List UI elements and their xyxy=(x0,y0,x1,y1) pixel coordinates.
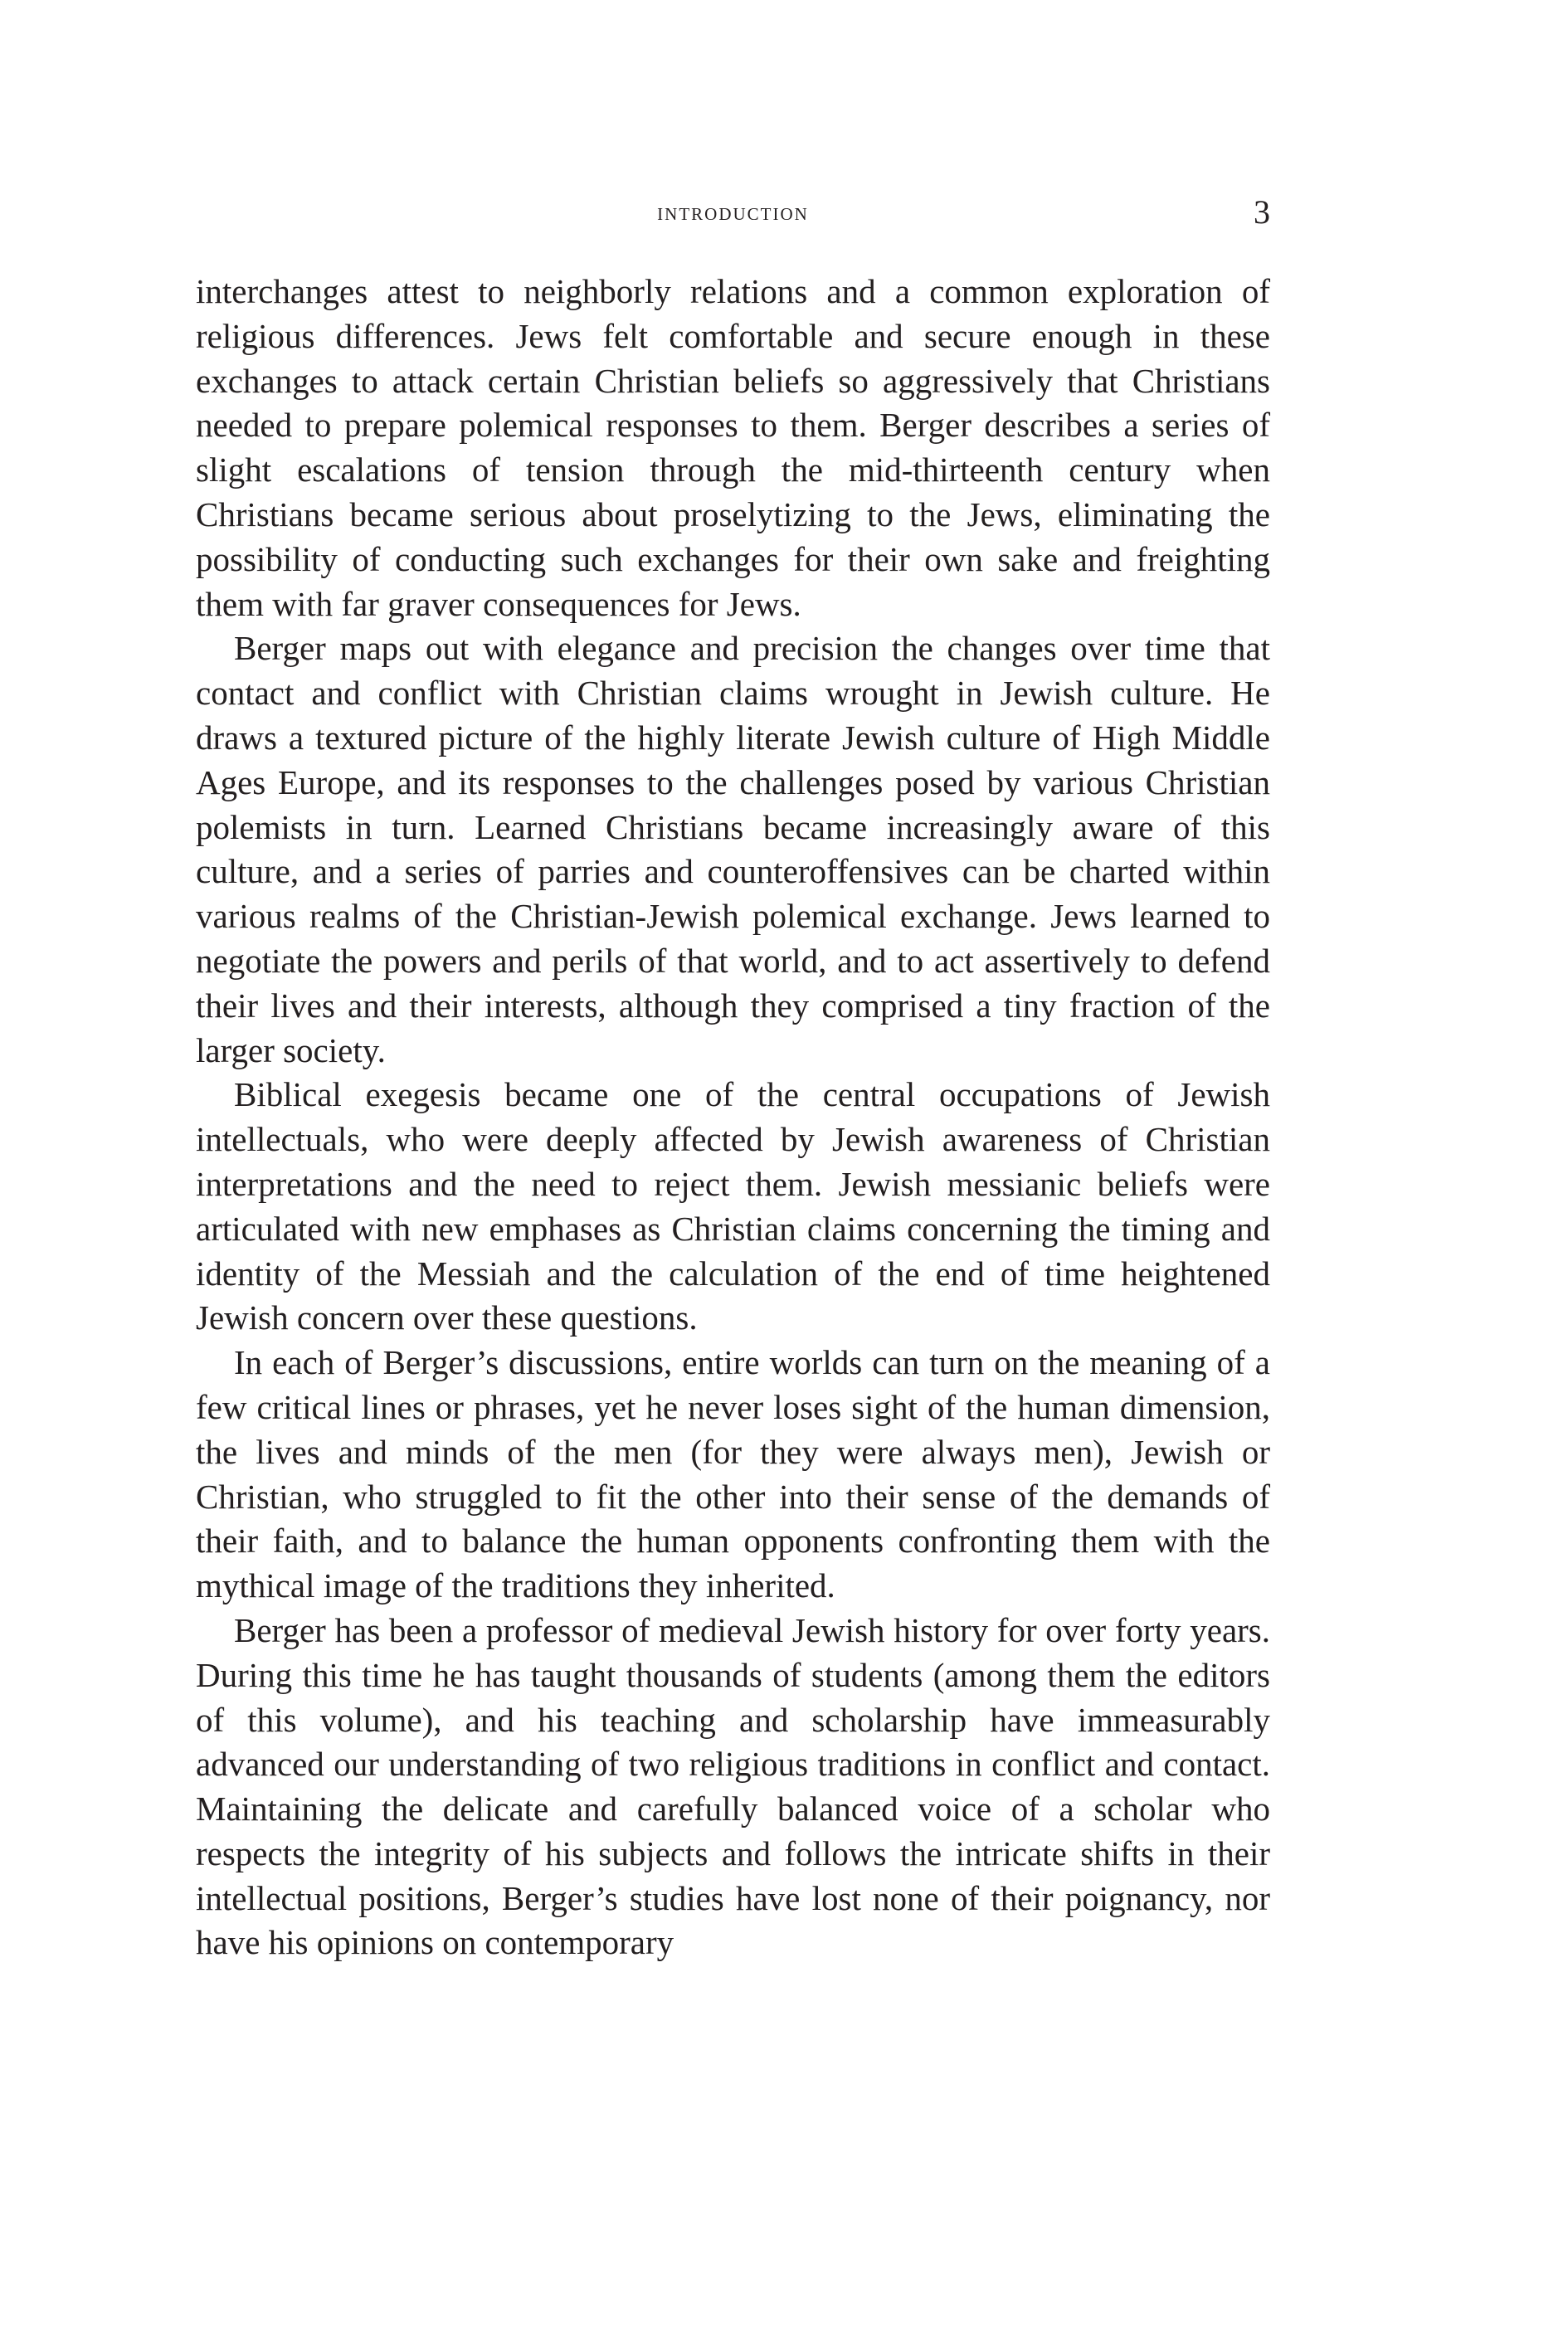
paragraph-1: interchanges attest to neighborly relations and a common exploration of religious differences. Jews felt comfortable and secure enough in these exchanges to attack certain Christian beliefs so aggressively that Christians needed to prepare polemical responses to them. Berger describes a series of slight escalations of tension through the mid-thirteenth century when Christians became serious about proselytizing to the Jews, eliminating the possibility of conducting such exchanges for their own sake and freighting them with far graver consequences for Jews. xyxy=(196,272,1270,623)
paragraph-4: In each of Berger’s discussions, entire worlds can turn on the meaning of a few critical lines or phrases, yet he never loses sight of the human dimension, the lives and minds of the men (for they were always men), Jewish or Christian, who struggled to fit the other into their sense of the demands of their faith, and to balance the human opponents confronting them with the mythical image of the traditions they inherited. xyxy=(196,1343,1270,1605)
paragraph-3: Biblical exegesis became one of the central occupations of Jewish intellectuals, who were deeply affected by Jewish awareness of Christian interpretations and the need to reject them. Jewish messianic beliefs were articulated with new emphases as Christian claims concerning the timing and identity of the Messiah and the calculation of the end of time heightened Jewish concern over these questions. xyxy=(196,1075,1270,1337)
body-text xyxy=(196,270,1270,1965)
paragraph-2: Berger maps out with elegance and precision the changes over time that contact and conflict with Christian claims wrought in Jewish culture. He draws a textured picture of the highly literate Jewish culture of High Middle Ages Europe, and its responses to the challenges posed by various Christian polemists in turn. Learned Christians became increasingly aware of this culture, and a series of parries and counteroffensives can be charted within various realms of the Christian-Jewish polemical exchange. Jews learned to negotiate the powers and perils of that world, and to act assertively to defend their lives and their interests, although they comprised a tiny fraction of the larger society. xyxy=(196,629,1270,1069)
page-number: 3 xyxy=(1254,193,1270,231)
running-head xyxy=(196,189,1270,236)
running-title: introduction xyxy=(657,198,809,226)
paragraph-5: Berger has been a professor of medieval Jewish history for over forty years. During this time he has taught thousands of students (among them the editors of this volume), and his teaching and scholarship have immeasurably advanced our understanding of two religious traditions in conflict and contact. Maintaining the delicate and carefully balanced voice of a scholar who respects the integrity of his subjects and follows the intricate shifts in their intellectual positions, Berger’s studies have lost none of their poignancy, nor have his opinions on contemporary xyxy=(196,1610,1270,1962)
